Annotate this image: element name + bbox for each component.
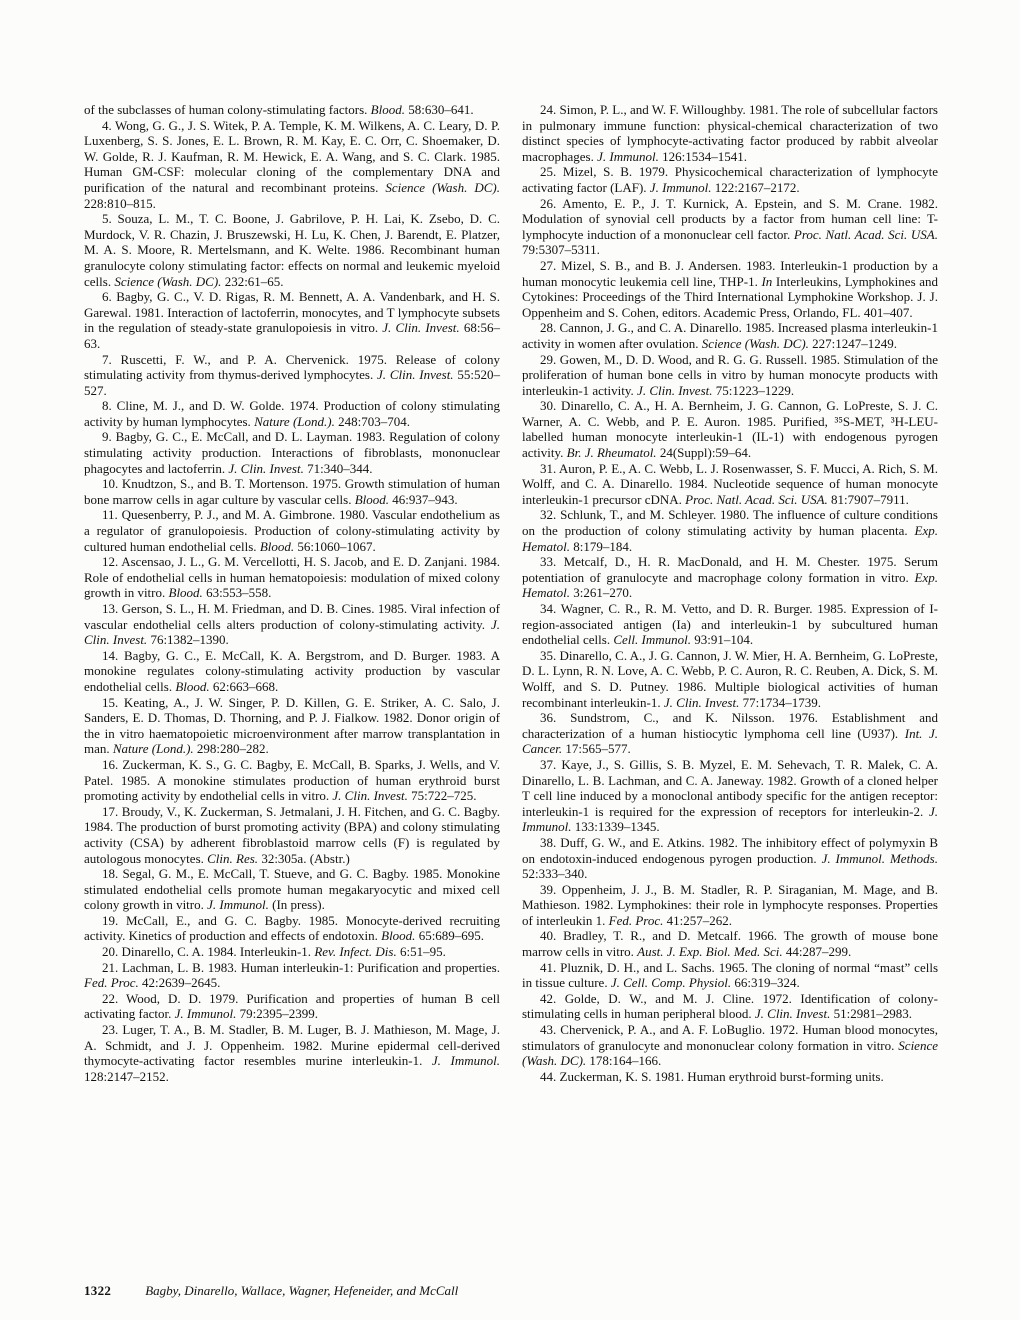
references-columns <box>84 102 938 1084</box>
reference-item: 32. Schlunk, T., and M. Schleyer. 1980. The influence of culture conditions on the production of colony stimulating activity by human placenta. Exp. Hematol. 8:179–184. <box>522 507 938 554</box>
reference-item: 27. Mizel, S. B., and B. J. Andersen. 1983. Interleukin-1 production by a human monocytic leukemia cell line, THP-1. In Interleukins, Lymphokines and Cytokines: Proceedings of the Third International Lymphokine Workshop. J. J. Oppenheim and S. Cohen, editors. Academic Press, Orlando, FL. 401–407. <box>522 257 938 320</box>
reference-item: 36. Sundstrom, C., and K. Nilsson. 1976. Establishment and characterization of a human histiocytic lymphoma cell line (U937). Int. J. Cancer. 17:565–577. <box>522 710 938 757</box>
reference-item: 20. Dinarello, C. A. 1984. Interleukin-1. Rev. Infect. Dis. 6:51–95. <box>102 944 446 960</box>
reference-item: 12. Ascensao, J. L., G. M. Vercellotti, H. S. Jacob, and E. D. Zanjani. 1984. Role of endothelial cells in human hematopoiesis: modulation of mixed colony growth in vitro. Blood. 63:553–558. <box>84 554 500 601</box>
reference-item: of the subclasses of human colony-stimulating factors. Blood. 58:630–641. <box>84 102 474 117</box>
references-column-right <box>522 102 938 1084</box>
reference-item: 38. Duff, G. W., and E. Atkins. 1982. The inhibitory effect of polymyxin B on endotoxin-induced endogenous pyrogen production. J. Immunol. Methods. 52:333–340. <box>522 834 938 882</box>
running-footer-authors: Bagby, Dinarello, Wallace, Wagner, Hefeneider, and McCall <box>145 1283 459 1298</box>
reference-item: 40. Bradley, T. R., and D. Metcalf. 1966. The growth of mouse bone marrow cells in vitro. Aust. J. Exp. Biol. Med. Sci. 44:287–299. <box>522 928 938 960</box>
reference-item: 34. Wagner, C. R., R. M. Vetto, and D. R. Burger. 1985. Expression of I-region-associated antigen (Ia) and interleukin-1 by subcultured human endothelial cells. Cell. Immunol. 93:91–104. <box>522 601 938 648</box>
reference-item: 33. Metcalf, D., H. R. MacDonald, and H. M. Chester. 1975. Serum potentiation of granulocyte and macrophage colony formation in vitro. Exp. Hematol. 3:261–270. <box>522 554 938 601</box>
reference-item: 31. Auron, P. E., A. C. Webb, L. J. Rosenwasser, S. F. Mucci, A. Rich, S. M. Wolff, and C. A. Dinarello. 1984. Nucleotide sequence of human monocyte interleukin-1 precursor cDNA. Proc. Natl. Acad. Sci. USA. 81:7907–7911. <box>522 460 938 507</box>
reference-item: 6. Bagby, G. C., V. D. Rigas, R. M. Bennett, A. A. Vandenbark, and H. S. Garewal. 1981. Interaction of lactoferrin, monocytes, and T lymphocyte subsets in the regulation of steady-state granulopoiesis in vitro. J. Clin. Invest. 68:56–63. <box>84 289 500 351</box>
reference-item: 30. Dinarello, C. A., H. A. Bernheim, J. G. Cannon, G. LoPreste, S. J. C. Warner, A. C. Webb, and P. E. Auron. 1985. Purified, ³⁵S-MET, ³H-LEU-labelled human monocyte interleukin-1 (IL-1) with endogenous pyrogen activity. Br. J. Rheumatol. 24(Suppl):59–64. <box>522 398 938 461</box>
reference-item: 7. Ruscetti, F. W., and P. A. Chervenick. 1975. Release of colony stimulating activity from thymus-derived lymphocytes. J. Clin. Invest. 55:520–527. <box>84 351 500 398</box>
reference-item: 10. Knudtzon, S., and B. T. Mortenson. 1975. Growth stimulation of human bone marrow cells in agar culture by vascular cells. Blood. 46:937–943. <box>84 476 500 507</box>
reference-item: 11. Quesenberry, P. J., and M. A. Gimbrone. 1980. Vascular endothelium as a regulator of granulopoiesis. Production of colony-stimulating activity by cultured human endothelial cells. Blood. 56:1060–1067. <box>84 507 500 554</box>
reference-item: 24. Simon, P. L., and W. F. Willoughby. 1981. The role of subcellular factors in pulmonary immune function: physical-chemical characterization of two distinct species of lymphocyte-activating factor produced by rabbit alveolar macrophages. J. Immunol. 126:1534–1541. <box>522 102 938 164</box>
reference-item: 5. Souza, L. M., T. C. Boone, J. Gabrilove, P. H. Lai, K. Zsebo, D. C. Murdock, V. R. Chazin, J. Bruszewski, H. Lu, K. Chen, J. Barendt, E. Platzer, M. A. S. Moore, R. Mertelsmann, and K. Welte. 1986. Recombinant human granulocyte colony stimulating factor: effects on normal and leukemic myeloid cells. Science (Wash. DC). 232:61–65. <box>84 211 500 289</box>
references-column-left <box>84 102 500 1084</box>
reference-item: 13. Gerson, S. L., H. M. Friedman, and D. B. Cines. 1985. Viral infection of vascular endothelial cells alters production of colony-stimulating activity. J. Clin. Invest. 76:1382–1390. <box>84 601 500 648</box>
reference-item: 44. Zuckerman, K. S. 1981. Human erythroid burst-forming units. <box>540 1068 884 1084</box>
reference-item: 14. Bagby, G. C., E. McCall, K. A. Bergstrom, and D. Burger. 1983. A monokine regulates colony-stimulating activity production by vascular endothelial cells. Blood. 62:663–668. <box>84 647 500 694</box>
reference-item: 19. McCall, E., and G. C. Bagby. 1985. Monocyte-derived recruiting activity. Kinetics of production and effects of endotoxin. Blood. 65:689–695. <box>84 912 500 944</box>
reference-item: 15. Keating, A., J. W. Singer, P. D. Killen, G. E. Striker, A. C. Salo, J. Sanders, E. D. Thomas, D. Thorning, and P. J. Fialkow. 1982. Donor origin of the in vitro haematopoietic microenvironment after marrow transplantation in man. Nature (Lond.). 298:280–282. <box>84 694 500 757</box>
reference-item: 25. Mizel, S. B. 1979. Physicochemical characterization of lymphocyte activating factor (LAF). J. Immunol. 122:2167–2172. <box>522 164 938 195</box>
reference-item: 17. Broudy, V., K. Zuckerman, S. Jetmalani, J. H. Fitchen, and G. C. Bagby. 1984. The production of burst promoting activity (BPA) and colony stimulating activity (CSA) by adherent fibroblastoid marrow cells (F) is regulated by autologous monocytes. Clin. Res. 32:305a. (Abstr.) <box>84 803 500 866</box>
reference-item: 41. Pluznik, D. H., and L. Sachs. 1965. The cloning of normal “mast” cells in tissue culture. J. Cell. Comp. Physiol. 66:319–324. <box>522 959 938 991</box>
reference-item: 4. Wong, G. G., J. S. Witek, P. A. Temple, K. M. Wilkens, A. C. Leary, D. P. Luxenberg, S. S. Jones, E. L. Brown, R. M. Kay, E. C. Orr, C. Shoemaker, D. W. Golde, R. J. Kaufman, R. M. Hewick, E. A. Wang, and S. C. Clark. 1985. Human GM-CSF: molecular cloning of the complementary DNA and purification of the natural and recombinant proteins. Science (Wash. DC). 228:810–815. <box>84 117 500 211</box>
reference-item: 28. Cannon, J. G., and C. A. Dinarello. 1985. Increased plasma interleukin-1 activity in women after ovulation. Science (Wash. DC). 227:1247–1249. <box>522 320 938 351</box>
reference-item: 39. Oppenheim, J. J., B. M. Stadler, R. P. Siraganian, M. Mage, and B. Mathieson. 1982. Lymphokines: their role in lymphocyte responses. Properties of interleukin 1. Fed. Proc. 41:257–262. <box>522 881 938 928</box>
page-footer <box>84 1283 458 1299</box>
reference-item: 22. Wood, D. D. 1979. Purification and properties of human B cell activating factor. J. Immunol. 79:2395–2399. <box>84 990 500 1022</box>
page-number: 1322 <box>84 1283 112 1298</box>
reference-item: 35. Dinarello, C. A., J. G. Cannon, J. W. Mier, H. A. Bernheim, G. LoPreste, D. L. Lynn, R. N. Love, A. C. Webb, P. C. Auron, R. C. Reuben, A. Dick, S. M. Wolff, and S. D. Putney. 1986. Multiple biological activities of human recombinant interleukin-1. J. Clin. Invest. 77:1734–1739. <box>522 647 938 710</box>
reference-item: 29. Gowen, M., D. D. Wood, and R. G. G. Russell. 1985. Stimulation of the proliferation of human bone cells in vitro by human monocyte products with interleukin-1 activity. J. Clin. Invest. 75:1223–1229. <box>522 351 938 398</box>
reference-item: 42. Golde, D. W., and M. J. Cline. 1972. Identification of colony-stimulating cells in human peripheral blood. J. Clin. Invest. 51:2981–2983. <box>522 990 938 1022</box>
reference-item: 23. Luger, T. A., B. M. Stadler, B. M. Luger, B. J. Mathieson, M. Mage, J. A. Schmidt, and J. J. Oppenheim. 1982. Murine epidermal cell-derived thymocyte-activating factor resembles murine interleukin-1. J. Immunol. 128:2147–2152. <box>84 1022 500 1084</box>
reference-item: 37. Kaye, J., S. Gillis, S. B. Myzel, E. M. Sehevach, T. R. Malek, C. A. Dinarello, L. B. Lachman, and C. A. Janeway. 1982. Growth of a cloned helper T cell line induced by a monoclonal antibody specific for the antigen receptor: interleukin-1 is required for the expression of receptors for interleukin-2. J. Immunol. 133:1339–1345. <box>522 756 938 835</box>
reference-item: 26. Amento, E. P., J. T. Kurnick, A. Epstein, and S. M. Crane. 1982. Modulation of synovial cell products by a factor from human cell line: T-lymphocyte induction of a mononuclear cell factor. Proc. Natl. Acad. Sci. USA. 79:5307–5311. <box>522 195 938 258</box>
reference-item: 21. Lachman, L. B. 1983. Human interleukin-1: Purification and properties. Fed. Proc. 42:2639–2645. <box>84 959 500 991</box>
reference-item: 8. Cline, M. J., and D. W. Golde. 1974. Production of colony stimulating activity by human lymphocytes. Nature (Lond.). 248:703–704. <box>84 398 500 429</box>
reference-item: 16. Zuckerman, K. S., G. C. Bagby, E. McCall, B. Sparks, J. Wells, and V. Patel. 1985. A monokine stimulates production of human erythroid burst promoting activity by endothelial cells in vitro. J. Clin. Invest. 75:722–725. <box>84 756 500 804</box>
reference-item: 18. Segal, G. M., E. McCall, T. Stueve, and G. C. Bagby. 1985. Monokine stimulated endothelial cells promote human megakaryocytic and mixed cell colony growth in vitro. J. Immunol. (In press). <box>84 866 500 913</box>
reference-item: 43. Chervenick, P. A., and A. F. LoBuglio. 1972. Human blood monocytes, stimulators of granulocyte and mononuclear colony formation in vitro. Science (Wash. DC). 178:164–166. <box>522 1022 938 1069</box>
reference-item: 9. Bagby, G. C., E. McCall, and D. L. Layman. 1983. Regulation of colony stimulating activity production. Interactions of fibroblasts, mononuclear phagocytes and lactoferrin. J. Clin. Invest. 71:340–344. <box>84 429 500 476</box>
